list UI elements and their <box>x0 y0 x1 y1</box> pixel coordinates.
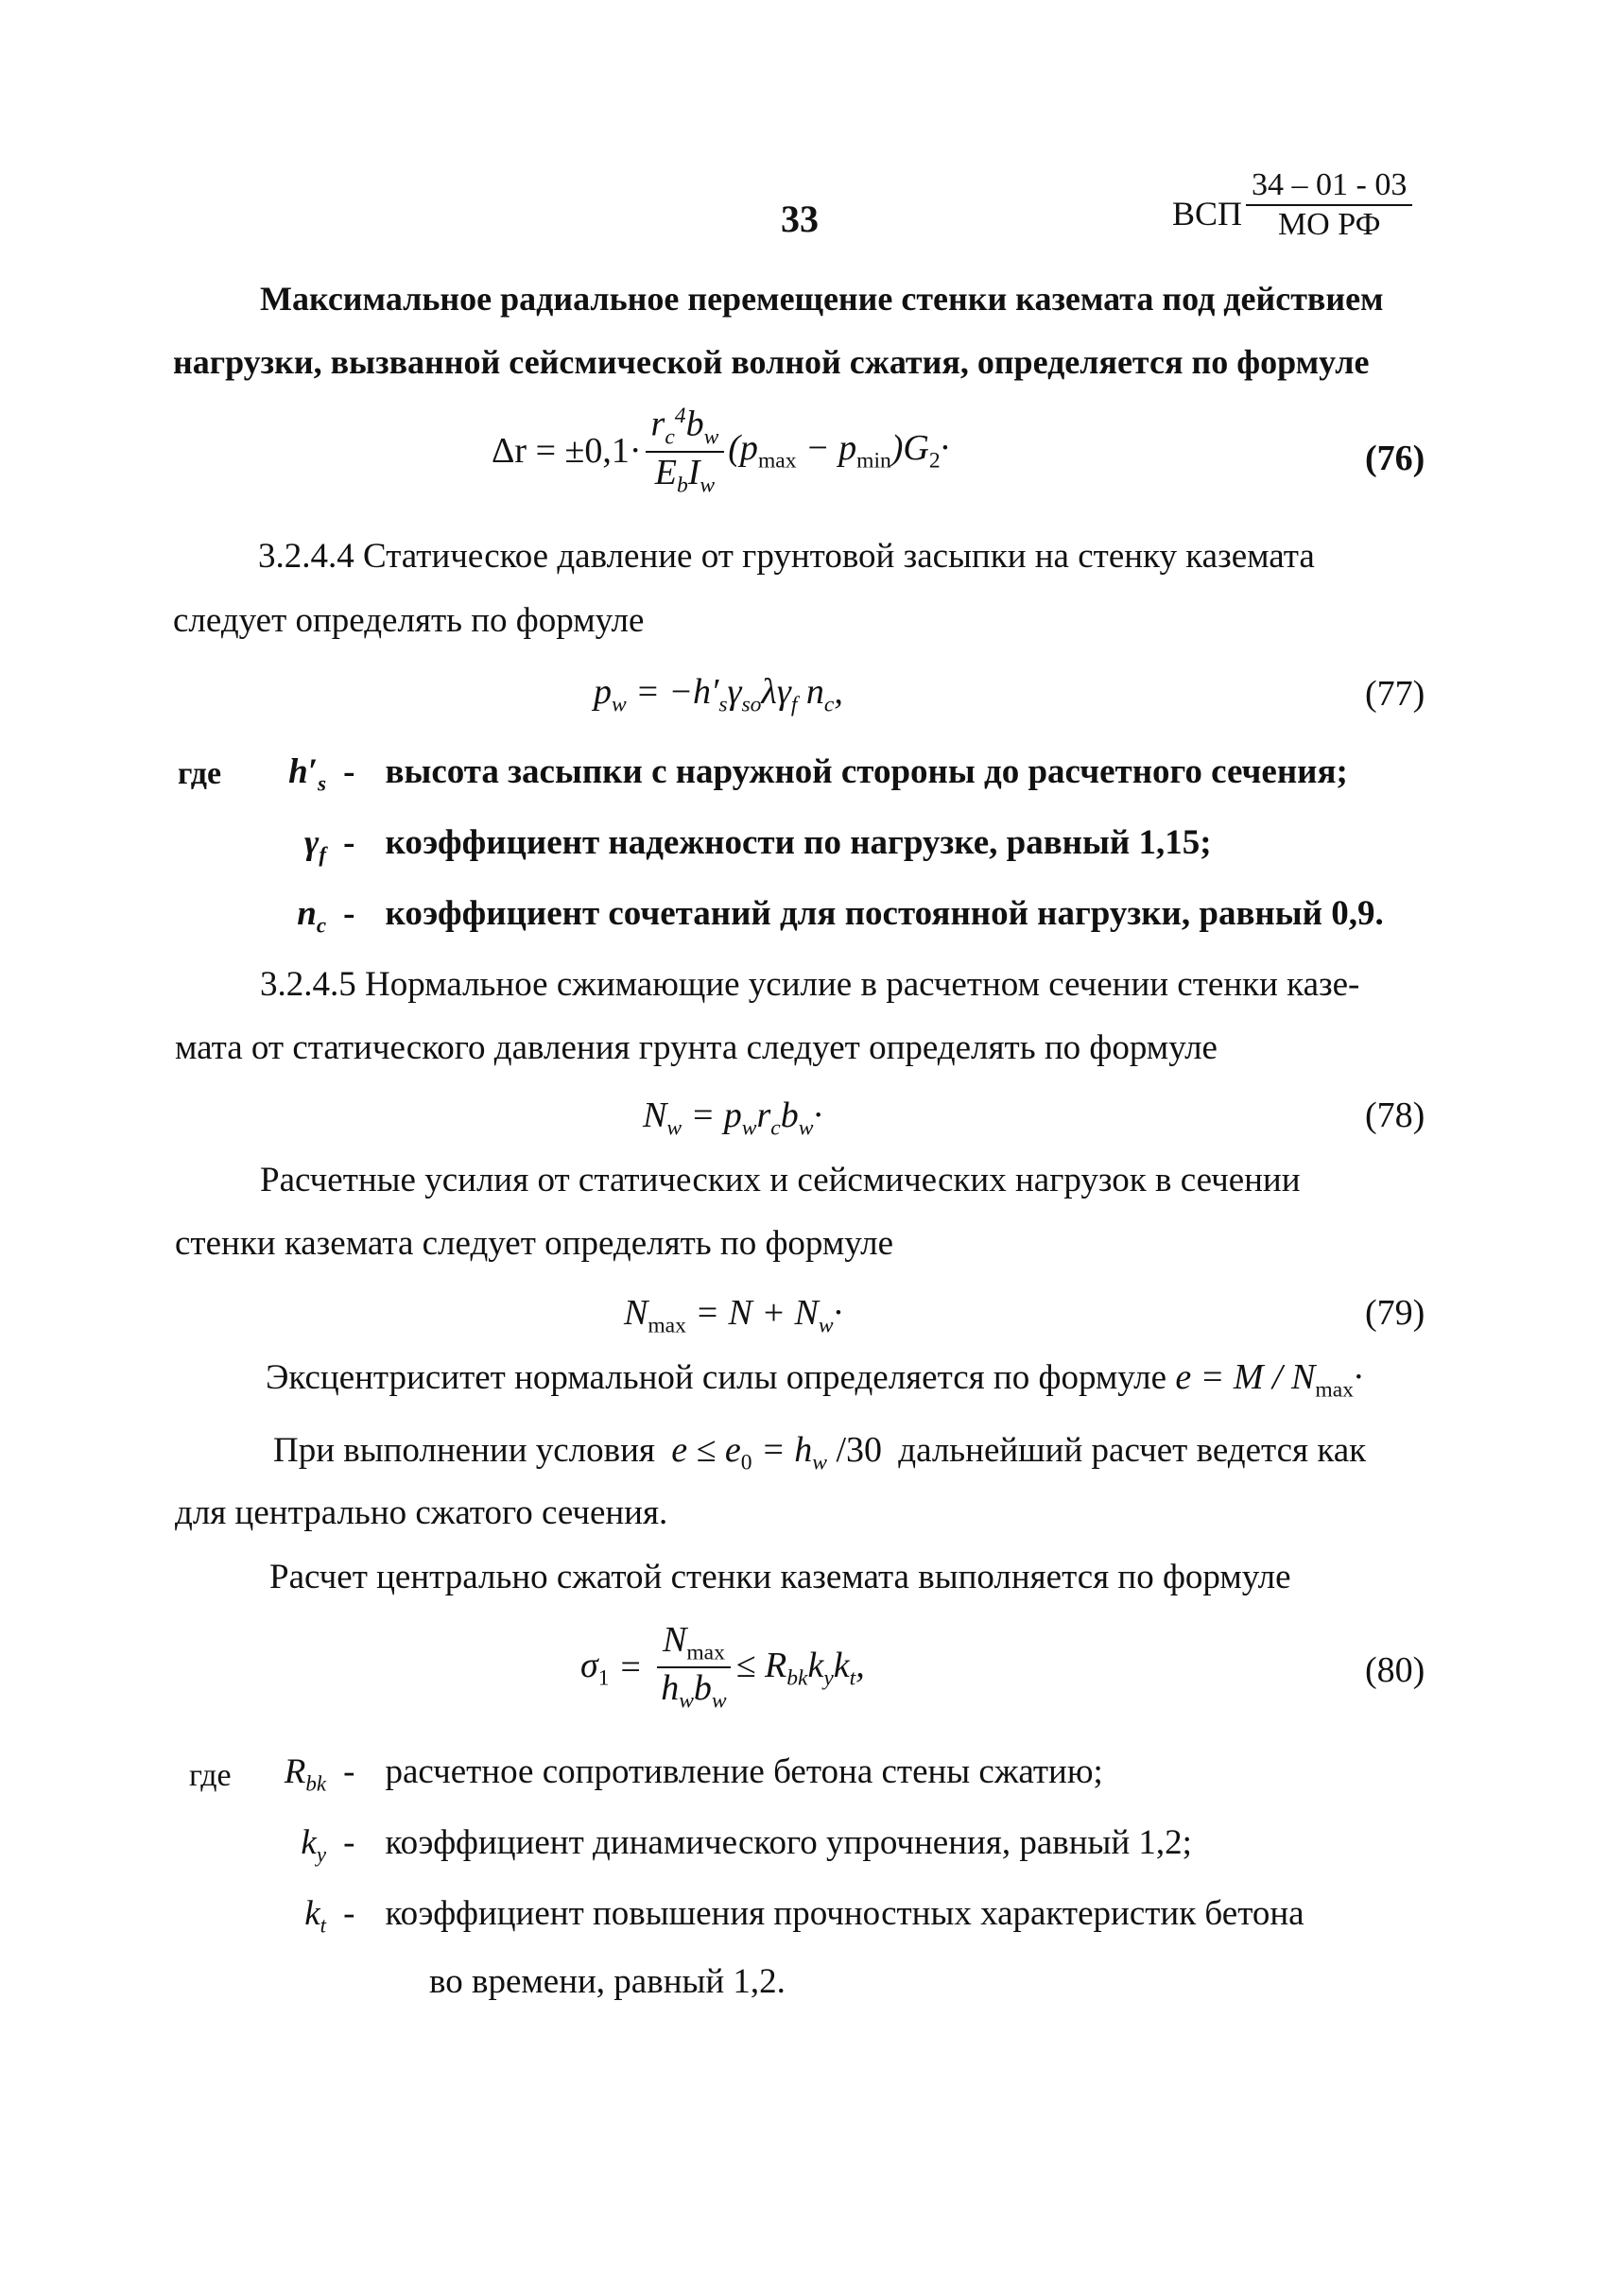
paragraph-2-line-2: следует определять по формуле <box>173 601 645 640</box>
eq78-r: r <box>756 1095 771 1135</box>
eq77-gamma: γ <box>727 672 742 712</box>
eq80-denominator: $h_wb_w$ <box>661 1668 727 1714</box>
equation-79-number: (79) <box>1365 1293 1425 1333</box>
equation-80-number: (80) <box>1365 1650 1425 1690</box>
eq76-den-e-sub: b <box>676 473 688 498</box>
definition-k-t-text: коэффициент повышения прочностных характеристик бетона <box>385 1894 1304 1933</box>
paragraph-1-line-2: нагрузки, вызванной сейсмической волной сжатия, определяется по формуле <box>173 343 1370 381</box>
eq76-fraction <box>646 405 725 497</box>
eq78-n: N <box>643 1095 667 1135</box>
paragraph-5 <box>266 1359 1362 1402</box>
eq78-b: b <box>780 1095 799 1135</box>
page-number: 33 <box>781 198 819 240</box>
document-code-top: 34 – 01 - 03 <box>1246 168 1412 206</box>
eq79-w-sub: w <box>818 1313 834 1338</box>
equation-77 <box>594 671 843 718</box>
document-code-prefix: ВСП <box>1172 194 1243 233</box>
equation-78-number: (78) <box>1365 1095 1425 1135</box>
eq76-den-e: E <box>654 452 677 492</box>
definition-r-bk-symbol: $R_{bk}$ <box>284 1752 326 1796</box>
eq76-num-b-sub: w <box>703 424 719 450</box>
definition-gamma-f-dash: - <box>343 823 355 862</box>
definition-r-bk-dash: - <box>343 1752 355 1791</box>
eq80-eq: = <box>609 1647 652 1688</box>
equation-76-number: (76) <box>1365 439 1425 478</box>
eq76-g: )G <box>890 428 929 469</box>
eq77-p: p <box>594 672 612 712</box>
eq79-n-sub: max <box>648 1313 686 1338</box>
definition-k-y-text: коэффициент динамического упрочнения, равный 1,2; <box>385 1823 1192 1862</box>
eq76-num-b: b <box>685 404 704 444</box>
eq77-n: n <box>797 672 824 712</box>
eq80-lhs: $\sigma_1$ <box>580 1645 610 1691</box>
definition-r-bk-text: расчетное сопротивление бетона стены сжатию; <box>385 1752 1103 1791</box>
definitions-1-where: где <box>178 756 222 791</box>
definition-n-c-symbol: $n_c$ <box>297 894 326 938</box>
eq77-p-sub: w <box>612 692 627 717</box>
eq78-b-sub: w <box>798 1115 814 1141</box>
eq76-max: max <box>757 448 797 474</box>
definition-k-t <box>241 1893 1304 1938</box>
paragraph-4-line-1: Расчетные усилия от статических и сейсмических нагрузок в сечении <box>260 1161 1301 1199</box>
paragraph-7: Расчет центрально сжатой стенки каземата выполняется по формуле <box>269 1558 1291 1596</box>
eq76-num-r-sub: c <box>665 424 675 450</box>
paragraph-6-formula: $e \le e_0 = h_w$ /30 <box>671 1430 882 1475</box>
definition-h-s-dash: - <box>343 752 355 791</box>
paragraph-1-line-1: Максимальное радиальное перемещение стенки каземата под действием <box>260 280 1384 318</box>
definition-n-c-dash: - <box>343 894 355 933</box>
equation-80 <box>580 1622 865 1714</box>
definition-k-t-continuation: во времени, равный 1,2. <box>429 1962 786 2001</box>
paragraph-5-text: Эксцентриситет нормальной силы определяется по формуле <box>266 1358 1167 1397</box>
definition-gamma-f <box>241 822 1212 867</box>
paragraph-2-line-1: 3.2.4.4 Статическое давление от грунтовой засыпки на стенку каземата <box>258 537 1315 576</box>
eq76-g-sub: 2 <box>928 448 941 474</box>
eq79-end: · <box>833 1293 843 1333</box>
definition-r-bk <box>241 1751 1103 1796</box>
eq76-lhs: Δr = ±0,1· <box>492 431 642 472</box>
eq77-lambda-gamma: λγ <box>761 672 791 712</box>
eq76-rest <box>728 427 949 474</box>
paragraph-6-line-1 <box>273 1432 1366 1475</box>
eq79-eq: = N + N <box>685 1293 819 1333</box>
definition-h-s-text: высота засыпки с наружной стороны до расчетного сечения; <box>385 752 1348 791</box>
eq76-denominator <box>649 453 720 497</box>
eq76-num-r: r <box>650 404 665 444</box>
eq80-fraction <box>655 1622 732 1714</box>
eq76-dot: · <box>940 428 950 469</box>
definition-h-s <box>241 751 1348 796</box>
document-code-bottom: МО РФ <box>1277 206 1381 242</box>
paragraph-3-line-1: 3.2.4.5 Нормальное сжимающие усилие в расчетном сечении стенки казе- <box>260 965 1360 1004</box>
equation-76 <box>492 405 949 497</box>
eq78-end: · <box>813 1095 822 1135</box>
definition-k-y-symbol: $k_y$ <box>301 1823 326 1867</box>
eq76-den-i: I <box>687 452 700 492</box>
paragraph-3-line-2: мата от статического давления грунта следует определять по формуле <box>175 1028 1218 1067</box>
definition-k-y <box>241 1822 1192 1867</box>
eq80-numerator: $N_{max}$ <box>657 1622 731 1668</box>
equation-78 <box>643 1095 822 1142</box>
definitions-2-where: где <box>189 1758 232 1793</box>
document-code-fraction <box>1246 168 1412 241</box>
eq80-rhs: ≤ $R_{bk}k_yk_t$, <box>735 1645 865 1691</box>
equation-79 <box>624 1292 842 1339</box>
definition-k-t-dash: - <box>343 1894 355 1933</box>
eq76-den-i-sub: w <box>700 473 716 498</box>
eq78-r-sub: c <box>770 1115 781 1141</box>
eq77-f-sub: f <box>790 692 798 717</box>
equation-77-number: (77) <box>1365 674 1425 714</box>
definition-n-c-text: коэффициент сочетаний для постоянной нагрузки, равный 0,9. <box>385 894 1384 933</box>
eq76-numerator <box>646 405 725 453</box>
definition-n-c <box>241 893 1384 938</box>
eq76-num-r-sup: 4 <box>674 404 686 428</box>
eq77-h-sub: s <box>718 692 728 717</box>
paragraph-5-formula: $e = M / N_{max}\cdot$ <box>1175 1357 1363 1403</box>
eq78-eq-p: = p <box>682 1095 742 1135</box>
definition-gamma-f-symbol: $\gamma_f$ <box>303 823 326 867</box>
eq76-p: (p <box>728 428 758 469</box>
eq77-gamma-sub: so <box>741 692 762 717</box>
paragraph-6-text-b: дальнейший расчет ведется как <box>898 1431 1367 1470</box>
eq77-n-sub: c <box>823 692 835 717</box>
definition-h-s-symbol: $h'_s$ <box>288 752 326 796</box>
eq77-eq-h: = −h′ <box>626 672 719 712</box>
definition-k-t-symbol: $k_t$ <box>304 1894 326 1938</box>
paragraph-6-line-2: для центрально сжатого сечения. <box>175 1493 668 1532</box>
eq77-end: , <box>834 672 843 712</box>
document-code <box>1172 168 1416 241</box>
paragraph-4-line-2: стенки каземата следует определять по формуле <box>175 1224 894 1263</box>
definition-gamma-f-text: коэффициент надежности по нагрузке, равный 1,15; <box>385 823 1212 862</box>
eq76-minus: − p <box>796 428 857 469</box>
eq79-n: N <box>624 1293 648 1333</box>
paragraph-6-text-a: При выполнении условия <box>273 1431 655 1470</box>
eq76-min: min <box>856 448 891 474</box>
eq78-p-sub: w <box>741 1115 757 1141</box>
definition-k-y-dash: - <box>343 1823 355 1862</box>
eq78-n-sub: w <box>666 1115 682 1141</box>
